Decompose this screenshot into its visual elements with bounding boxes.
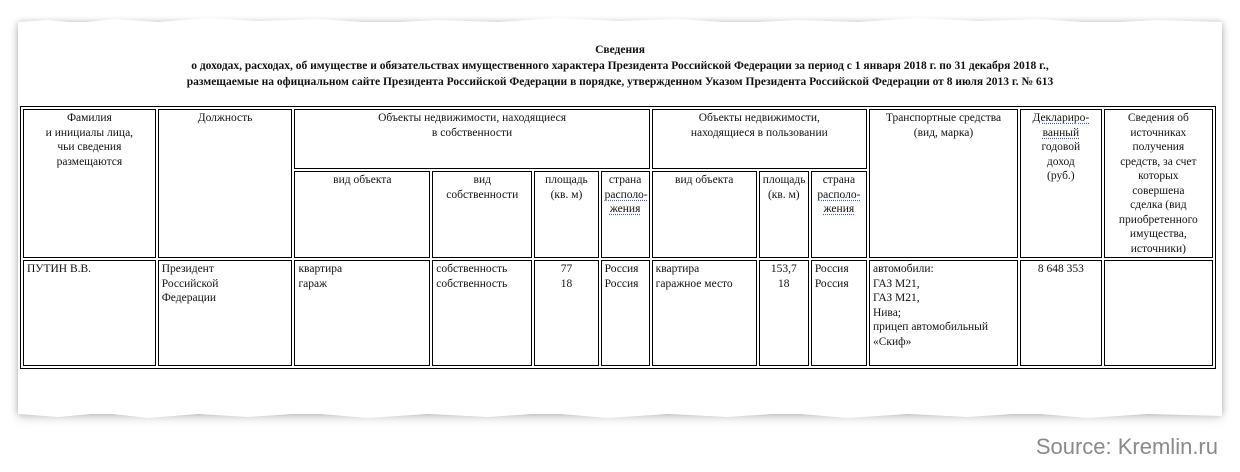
- header-used-type: вид объекта: [652, 171, 757, 258]
- header-name: Фамилия и инициалы лица, чьи сведения размещаются: [23, 109, 156, 258]
- cell-vehicles: автомобили: ГАЗ М21, ГАЗ М21, Нива; прицеп автомобильный «Скиф»: [869, 260, 1018, 366]
- torn-edge-bottom: [18, 408, 1222, 422]
- cell-used-types: квартира гаражное место: [652, 260, 757, 366]
- header-used-area: площадь (кв. м): [759, 171, 809, 258]
- header-income: Деклариро- ванный годовой доход (руб.): [1020, 109, 1102, 258]
- heading-title: Сведения: [595, 44, 645, 56]
- document-heading: [18, 42, 1222, 90]
- cell-income: 8 648 353: [1020, 260, 1102, 366]
- declaration-table: [20, 106, 1216, 369]
- table-row: [23, 260, 1213, 366]
- cell-name: ПУТИН В.В.: [23, 260, 156, 366]
- cell-owned-types: квартира гараж: [294, 260, 430, 366]
- header-owned-country: страна располо- жения: [601, 171, 650, 258]
- source-caption: Source: Kremlin.ru: [1035, 434, 1218, 459]
- header-used-property: Объекты недвижимости, находящиеся в пользовании: [652, 109, 867, 169]
- header-owned-ownership: вид собственности: [432, 171, 532, 258]
- cell-position: Президент Российской Федерации: [158, 260, 293, 366]
- heading-subtitle-2: размещаемые на официальном сайте Президента Российской Федерации в порядке, утвержденном Указом Президента Российской Федерации от 8 июля 2013 г. № 613: [186, 76, 1054, 88]
- header-sources: Сведения об источниках получения средств, за счет которых совершена сделка (вид приобретенного имущества, источники): [1104, 109, 1213, 258]
- header-position: Должность: [158, 109, 293, 258]
- header-owned-area: площадь (кв. м): [534, 171, 598, 258]
- heading-subtitle: о доходах, расходах, об имуществе и обязательствах имущественного характера Президента Российской Федерации за период с 1 января 2018 г. по 31 декабря 2018 г.,: [191, 60, 1049, 72]
- header-owned-property: Объекты недвижимости, находящиеся в собственности: [294, 109, 649, 169]
- cell-owned-area: 77 18: [534, 260, 598, 366]
- cell-owned-country: Россия Россия: [601, 260, 650, 366]
- header-vehicles: Транспортные средства (вид, марка): [869, 109, 1018, 258]
- header-used-country: страна располо- жения: [811, 171, 867, 258]
- cell-used-area: 153,7 18: [759, 260, 809, 366]
- cell-used-country: Россия Россия: [811, 260, 867, 366]
- table-header-row: [23, 109, 1213, 169]
- cell-owned-ownership: собственность собственность: [432, 260, 532, 366]
- header-owned-type: вид объекта: [294, 171, 430, 258]
- torn-edge-top: [18, 15, 1222, 29]
- cell-sources: [1104, 260, 1213, 366]
- document-page: [18, 22, 1222, 414]
